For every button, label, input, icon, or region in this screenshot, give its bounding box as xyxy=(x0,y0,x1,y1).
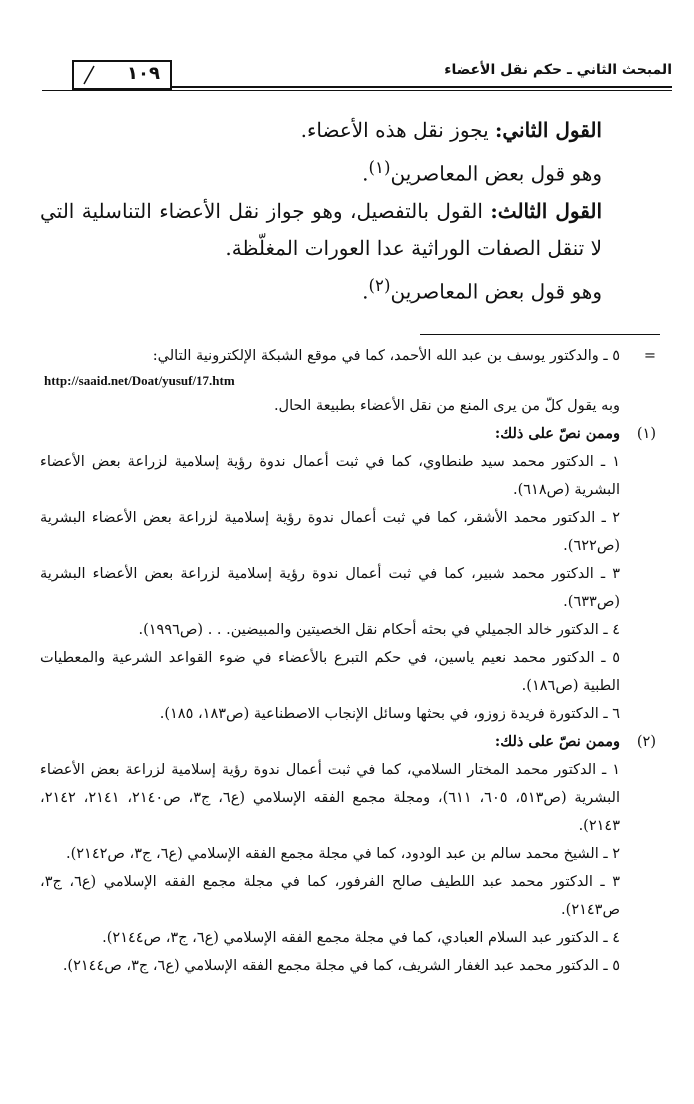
footnote-number: (١) xyxy=(636,426,656,442)
running-head: المبحث الثاني ـ حكم نقل الأعضاء xyxy=(444,62,672,78)
footnotes xyxy=(40,342,656,980)
paragraph-third-opinion-source: وهو قول بعض المعاصرين$^{(٢)}$. xyxy=(362,275,602,304)
header-rule xyxy=(142,86,672,88)
footnote-item: ١ ـ الدكتور محمد سيد طنطاوي، كما في ثبت أعمال ندوة رؤية إسلامية لزراعة بعض الأعضاء البشرية (ص٦١٨). xyxy=(40,454,620,498)
opinion-label: القول الثالث: xyxy=(490,198,602,223)
page-number: ١٠٩ xyxy=(127,63,160,84)
header-rule-thin xyxy=(42,90,672,91)
footnote-item: ٢ ـ الدكتور محمد الأشقر، كما في ثبت أعمال ندوة رؤية إسلامية لزراعة بعض الأعضاء البشرية (ص٦٢٢). xyxy=(40,510,620,554)
footnote-ref: (١) xyxy=(368,158,391,177)
footnote-continuation-end: وبه يقول كلّ من يرى المنع من نقل الأعضاء بطبيعة الحال. xyxy=(273,398,620,414)
footnote-item: ٥ ـ الدكتور محمد عبد الغفار الشريف، كما في مجلة مجمع الفقه الإسلامي (ع٦، ج٣، ص٢١٤٤). xyxy=(62,958,620,974)
paragraph-third-opinion: القول الثالث: القول بالتفصيل، وهو جواز نقل الأعضاء التناسلية التي لا تنقل الصفات الوراثية عدا العورات المغلّظة. xyxy=(40,198,602,260)
main-text xyxy=(40,112,640,310)
footnote-continuation: =٥ ـ والدكتور يوسف بن عبد الله الأحمد، كما في موقع الشبكة الإلكترونية التالي: xyxy=(40,342,656,370)
footnote-item: ٥ ـ الدكتور محمد نعيم ياسين، في حكم التبرع بالأعضاء في ضوء القواعد الشرعية والمعطيات الطبية (ص١٨٦). xyxy=(40,650,620,694)
paragraph-second-opinion-source: وهو قول بعض المعاصرين$^{(١)}$. xyxy=(362,158,602,186)
footnote-item: ٣ ـ الدكتور محمد شبير، كما في ثبت أعمال ندوة رؤية إسلامية لزراعة بعض الأعضاء البشرية (ص٦٣٣). xyxy=(40,566,620,610)
footnote-number: (٢) xyxy=(636,734,656,750)
footnote-ref: (٢) xyxy=(368,275,391,295)
footnote-item: ٢ ـ الشيخ محمد سالم بن عبد الودود، كما في مجلة مجمع الفقه الإسلامي (ع٦، ج٣، ص٢١٤٢). xyxy=(65,846,620,862)
footnote-url: http://saaid.net/Doat/yusuf/17.htm xyxy=(44,373,235,388)
footnote-1-heading: (١)وممن نصّ على ذلك: xyxy=(40,420,656,448)
continuation-marker: = xyxy=(643,348,656,364)
footnote-separator xyxy=(420,334,660,335)
footnote-item: ٣ ـ الدكتور محمد عبد اللطيف صالح الفرفور، كما في مجلة مجمع الفقه الإسلامي (ع٦، ج٣، ص٢١٤٣). xyxy=(40,874,620,918)
footnote-item: ٤ ـ الدكتور عبد السلام العبادي، كما في مجلة مجمع الفقه الإسلامي (ع٦، ج٣، ص٢١٤٤). xyxy=(102,930,620,946)
page-header xyxy=(42,56,672,96)
footnote-item: ٦ ـ الدكتورة فريدة زوزو، في بحثها وسائل الإنجاب الاصطناعية (ص١٨٣، ١٨٥). xyxy=(159,706,620,722)
paragraph-second-opinion: القول الثاني: يجوز نقل هذه الأعضاء. xyxy=(300,118,602,142)
page-number-box xyxy=(72,60,172,90)
footnote-item: ١ ـ الدكتور محمد المختار السلامي، كما في ثبت أعمال ندوة رؤية إسلامية لزراعة بعض الأعضاء البشرية (ص٥١٣، ٦٠٥، ٦١١)، ومجلة مجمع الفقه الإسلامي (ع٦، ج٣، ص٢١٤٠، ٢١٤١، ٢١٤٢، ٢١٤٣). xyxy=(40,762,621,834)
footnote-item: ٤ ـ الدكتور خالد الجميلي في بحثه أحكام نقل الخصيتين والمبيضين. . . (ص١٩٩٦). xyxy=(138,622,620,638)
opinion-label: القول الثاني: xyxy=(495,118,602,142)
footnote-2-heading: (٢)وممن نصّ على ذلك: xyxy=(40,728,656,756)
